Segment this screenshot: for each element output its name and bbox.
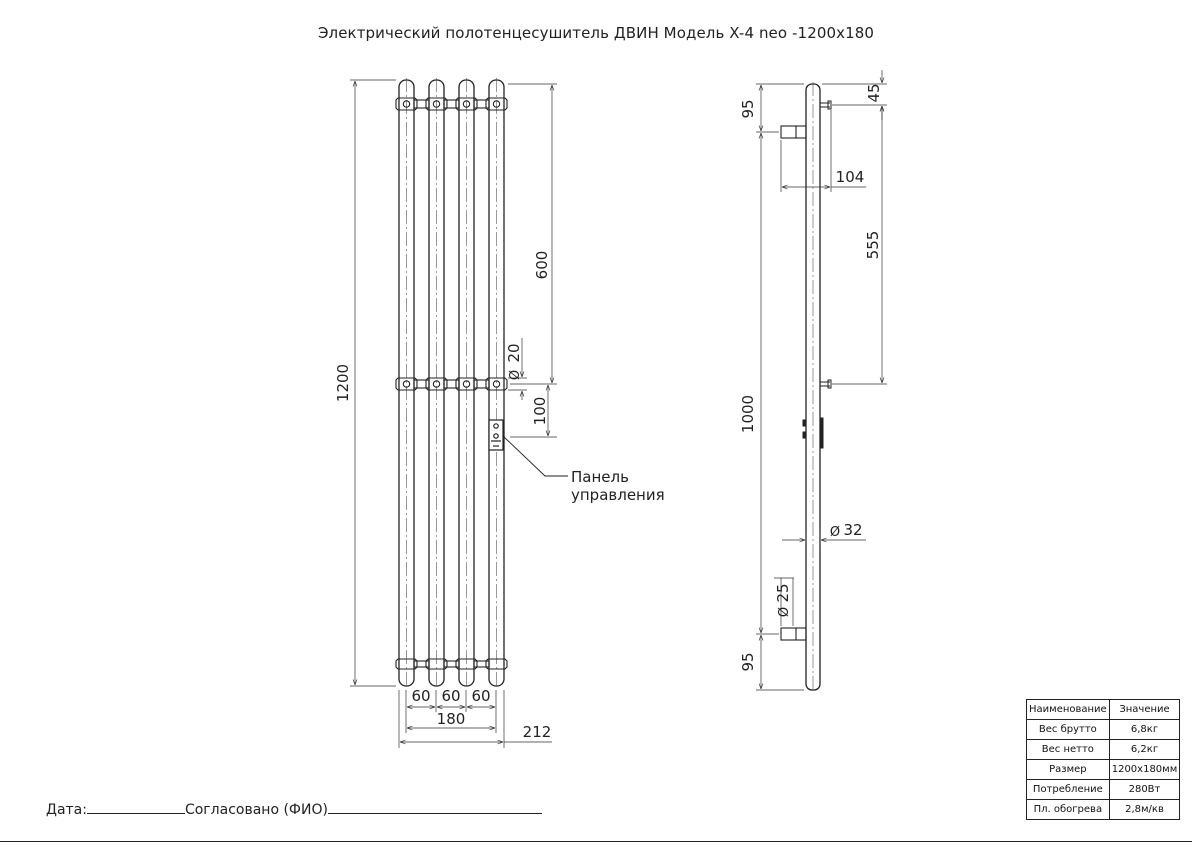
- date-line: [87, 799, 185, 814]
- date-label: Дата:: [46, 802, 87, 818]
- dim-60-a: 60: [411, 687, 431, 705]
- spec-value: 6,2кг: [1109, 740, 1180, 760]
- spec-value: 6,8кг: [1109, 720, 1180, 740]
- connectors-middle: [396, 378, 507, 390]
- spec-name: Вес нетто: [1027, 740, 1110, 760]
- front-view: [396, 78, 568, 688]
- dim-600: 600: [533, 250, 551, 280]
- dim-60-b: 60: [441, 687, 461, 705]
- callout-label-line1: Панель: [571, 468, 629, 486]
- dim-95-top: 95: [739, 99, 757, 119]
- dim-180: 180: [436, 710, 466, 728]
- dim-1200: 1200: [334, 363, 352, 403]
- dim-d20-symbol: Ø: [508, 369, 523, 381]
- dim-45: 45: [865, 83, 883, 103]
- connectors-top: [396, 98, 507, 110]
- dim-d25: 25: [774, 583, 792, 603]
- spec-value: 1200x180мм: [1109, 760, 1180, 780]
- dim-60-c: 60: [471, 687, 491, 705]
- callout-label-line2: управления: [571, 486, 665, 504]
- dim-d20: 20: [505, 343, 523, 363]
- bottom-border: [0, 841, 1192, 842]
- tube-1: [399, 78, 414, 688]
- table-row: [1027, 760, 1180, 780]
- dimension-labels: [334, 83, 883, 741]
- control-panel: [489, 420, 503, 450]
- dim-100: 100: [531, 396, 549, 426]
- front-dimensions: [350, 80, 557, 748]
- spec-name: Вес брутто: [1027, 720, 1110, 740]
- table-row: [1027, 720, 1180, 740]
- specs-header-name: Наименование: [1027, 700, 1110, 720]
- callout-leader: [504, 437, 568, 476]
- screw-top: [820, 101, 831, 109]
- screw-middle: [820, 380, 831, 388]
- agreed-label: Согласовано (ФИО): [184, 802, 328, 818]
- agreed-line: [328, 799, 542, 814]
- spec-name: Пл. обогрева: [1027, 800, 1110, 820]
- specs-table: [1026, 699, 1180, 820]
- dim-555: 555: [864, 230, 882, 260]
- specs-header-value: Значение: [1109, 700, 1180, 720]
- table-row: [1027, 780, 1180, 800]
- table-row: [1027, 800, 1180, 820]
- bracket-top: [781, 126, 806, 138]
- drawing-title: Электрический полотенцесушитель ДВИН Модель X-4 neo -1200x180: [317, 24, 875, 42]
- specs-header-row: [1027, 700, 1180, 720]
- connectors-bottom: [396, 659, 507, 669]
- dim-95-bottom: 95: [739, 652, 757, 672]
- dim-212: 212: [522, 723, 552, 741]
- tube-3: [459, 78, 474, 688]
- spec-value: 280Вт: [1109, 780, 1180, 800]
- dim-d25-symbol: Ø: [777, 606, 792, 618]
- table-row: [1027, 740, 1180, 760]
- tube-4: [489, 78, 504, 688]
- spec-name: Размер: [1027, 760, 1110, 780]
- approval-footer: [46, 799, 542, 818]
- dim-d32: 32: [843, 521, 863, 539]
- dim-d32-symbol: Ø: [829, 525, 841, 540]
- tube-2: [429, 78, 444, 688]
- dim-1000: 1000: [739, 394, 757, 434]
- spec-name: Потребление: [1027, 780, 1110, 800]
- dim-104: 104: [835, 168, 865, 186]
- spec-value: 2,8м/кв: [1109, 800, 1180, 820]
- bracket-bottom: [781, 628, 806, 640]
